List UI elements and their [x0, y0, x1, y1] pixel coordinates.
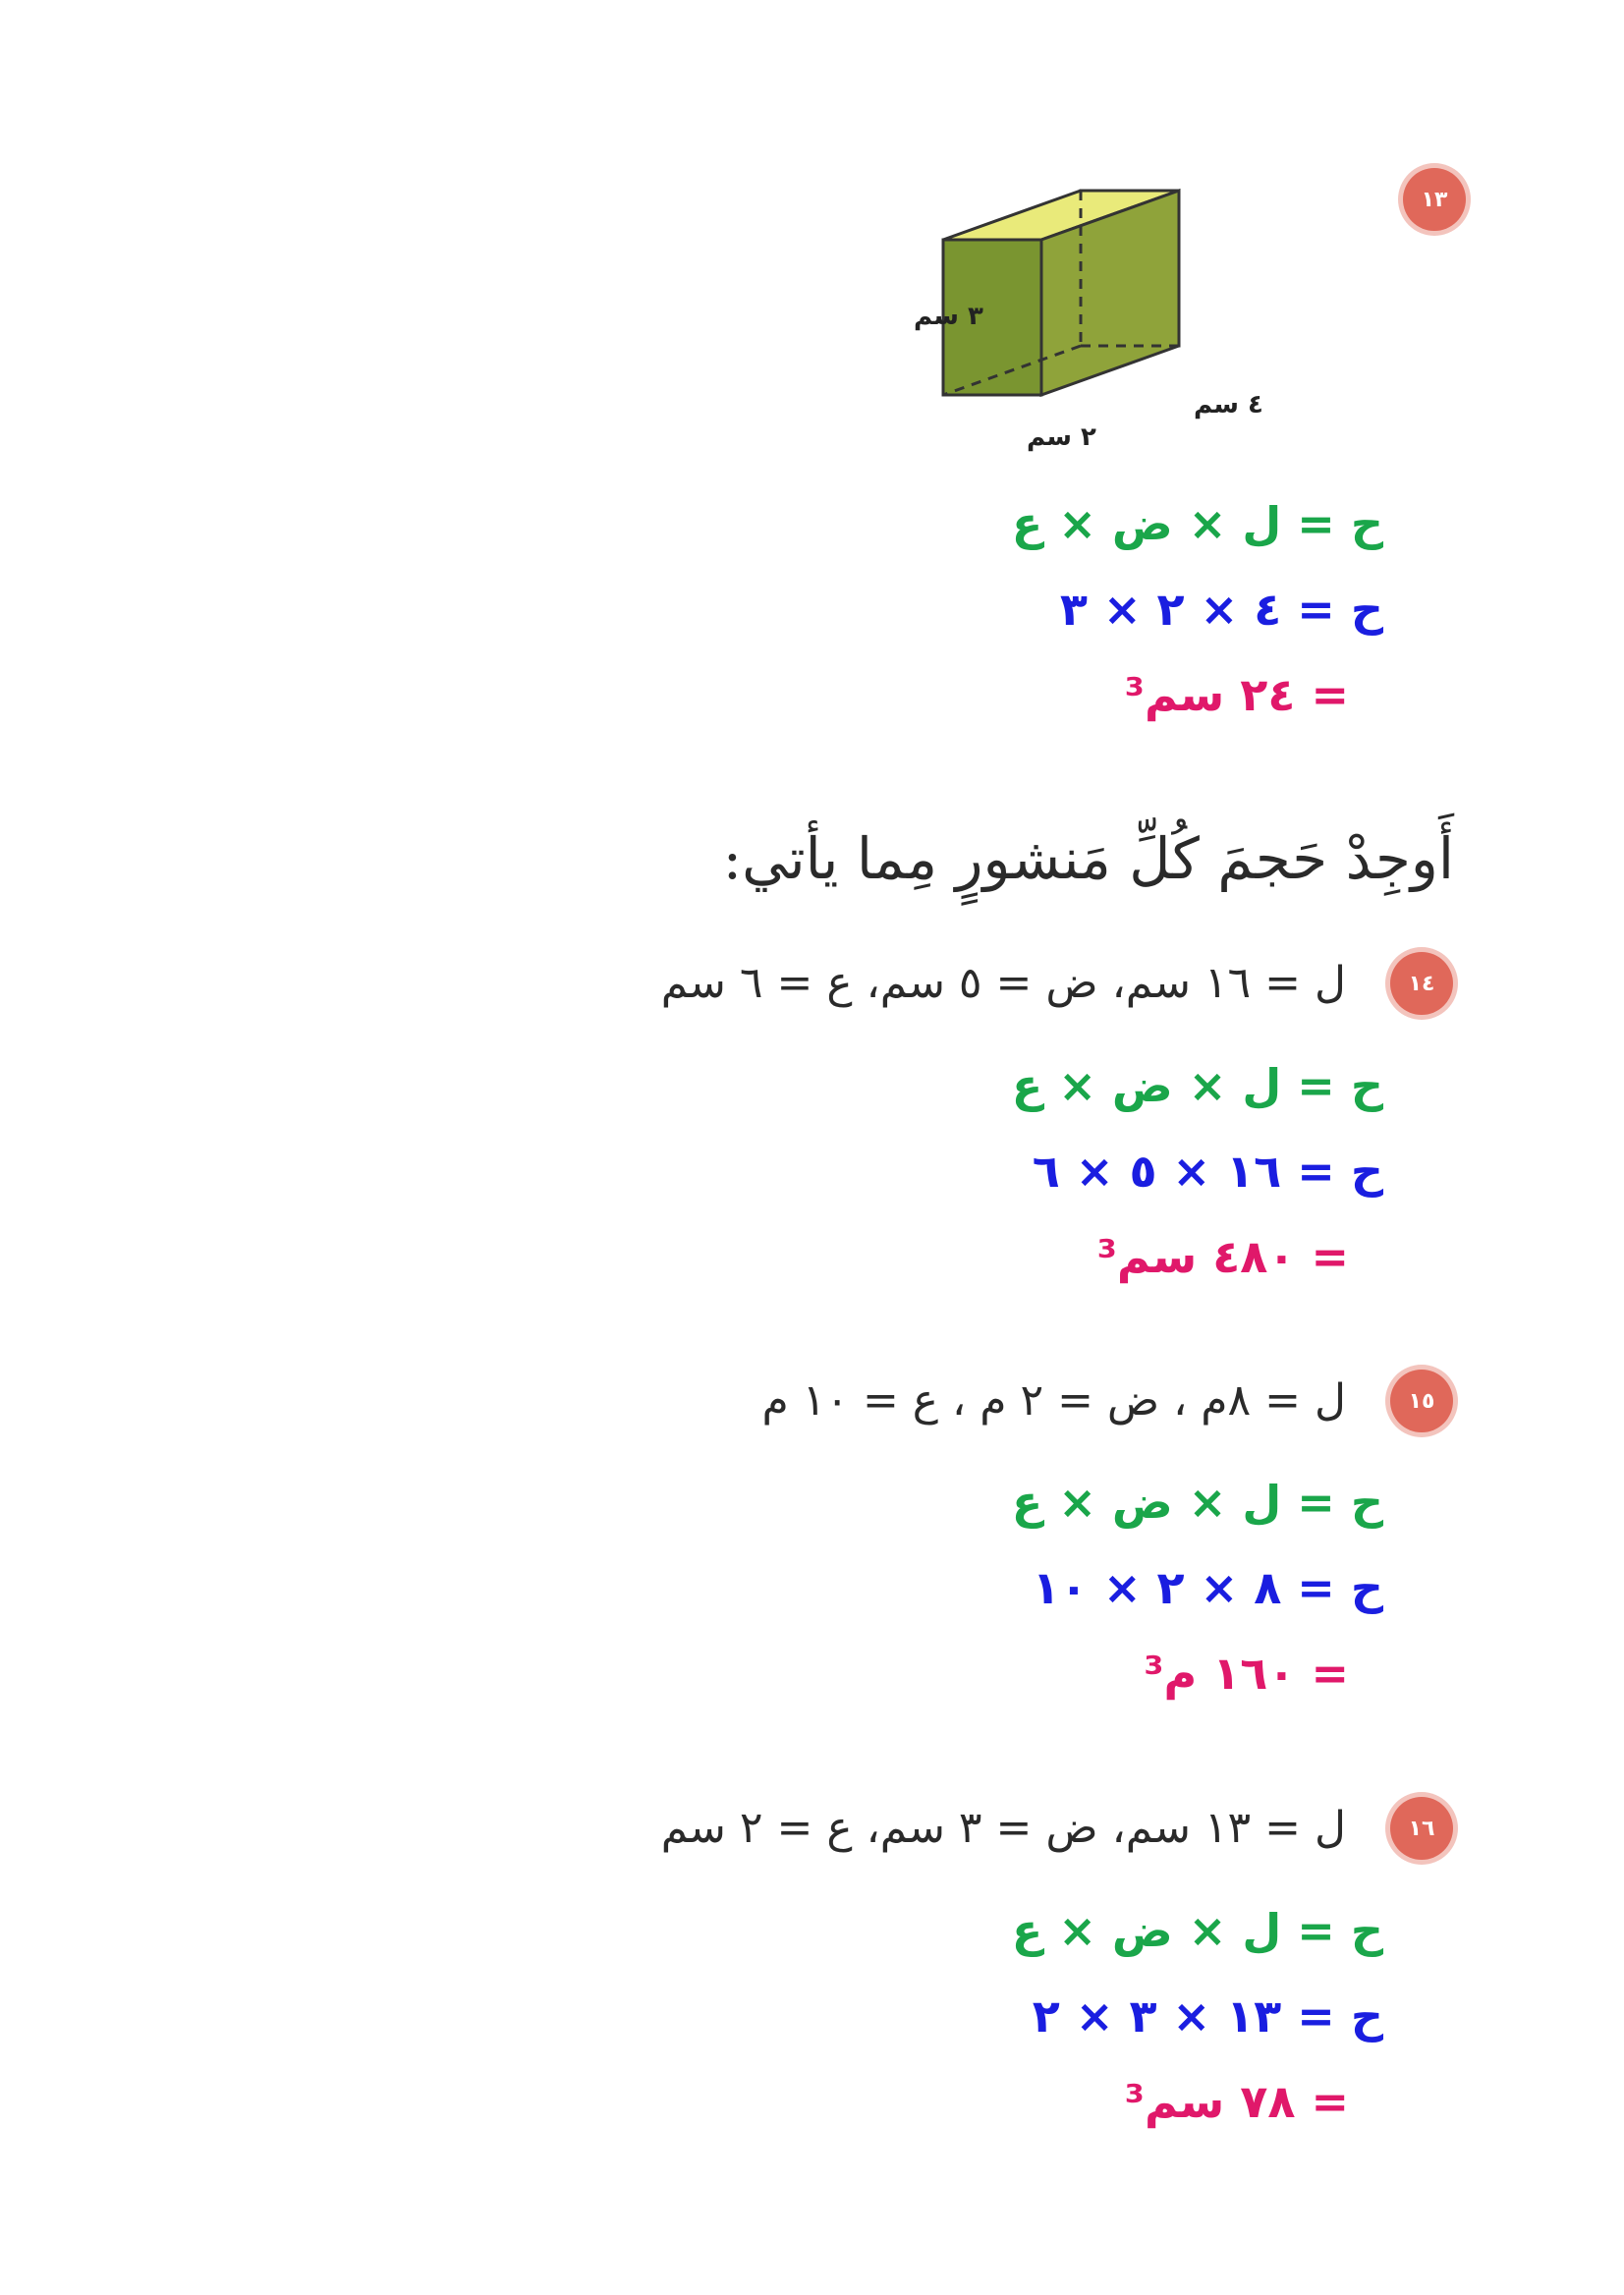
volume-result: = ٧٨ سم³ — [1124, 2075, 1349, 2128]
given-dimensions: ل = ٨م ، ض = ٢ م ، ع = ١٠ م — [761, 1375, 1346, 1426]
volume-result: = ١٦٠ م³ — [1144, 1647, 1349, 1700]
problem-number-badge: ١٦ — [1390, 1797, 1453, 1860]
volume-substitution: ح = ١٣ × ٣ × ٢ — [1032, 1989, 1383, 2043]
height-label: ٣ سم — [914, 302, 983, 331]
volume-formula: ح = ل × ض × ع — [1011, 1904, 1383, 1957]
volume-substitution: ح = ١٦ × ٥ × ٦ — [1032, 1145, 1383, 1198]
volume-formula: ح = ل × ض × ع — [1011, 1476, 1383, 1529]
rectangular-prism-figure — [825, 177, 1263, 462]
volume-formula: ح = ل × ض × ع — [1011, 497, 1383, 550]
volume-substitution: ح = ٤ × ٢ × ٣ — [1059, 583, 1383, 636]
exercise-heading: أَوجِدْ حَجمَ كُلِّ مَنشورٍ مِما يأتي: — [722, 825, 1454, 892]
given-dimensions: ل = ١٣ سم، ض = ٣ سم، ع = ٢ سم — [660, 1803, 1346, 1853]
depth-label: ٤ سم — [1194, 390, 1263, 420]
width-label: ٢ سم — [1027, 422, 1096, 452]
problem-number-badge: ١٣ — [1403, 168, 1466, 231]
volume-result: = ٢٤ سم³ — [1124, 668, 1349, 721]
given-dimensions: ل = ١٦ سم، ض = ٥ سم، ع = ٦ سم — [660, 958, 1346, 1008]
volume-formula: ح = ل × ض × ع — [1011, 1059, 1383, 1112]
problem-number-badge: ١٤ — [1390, 952, 1453, 1015]
problem-number-badge: ١٥ — [1390, 1370, 1453, 1432]
volume-result: = ٤٨٠ سم³ — [1096, 1230, 1349, 1283]
volume-substitution: ح = ٨ × ٢ × ١٠ — [1032, 1561, 1383, 1614]
